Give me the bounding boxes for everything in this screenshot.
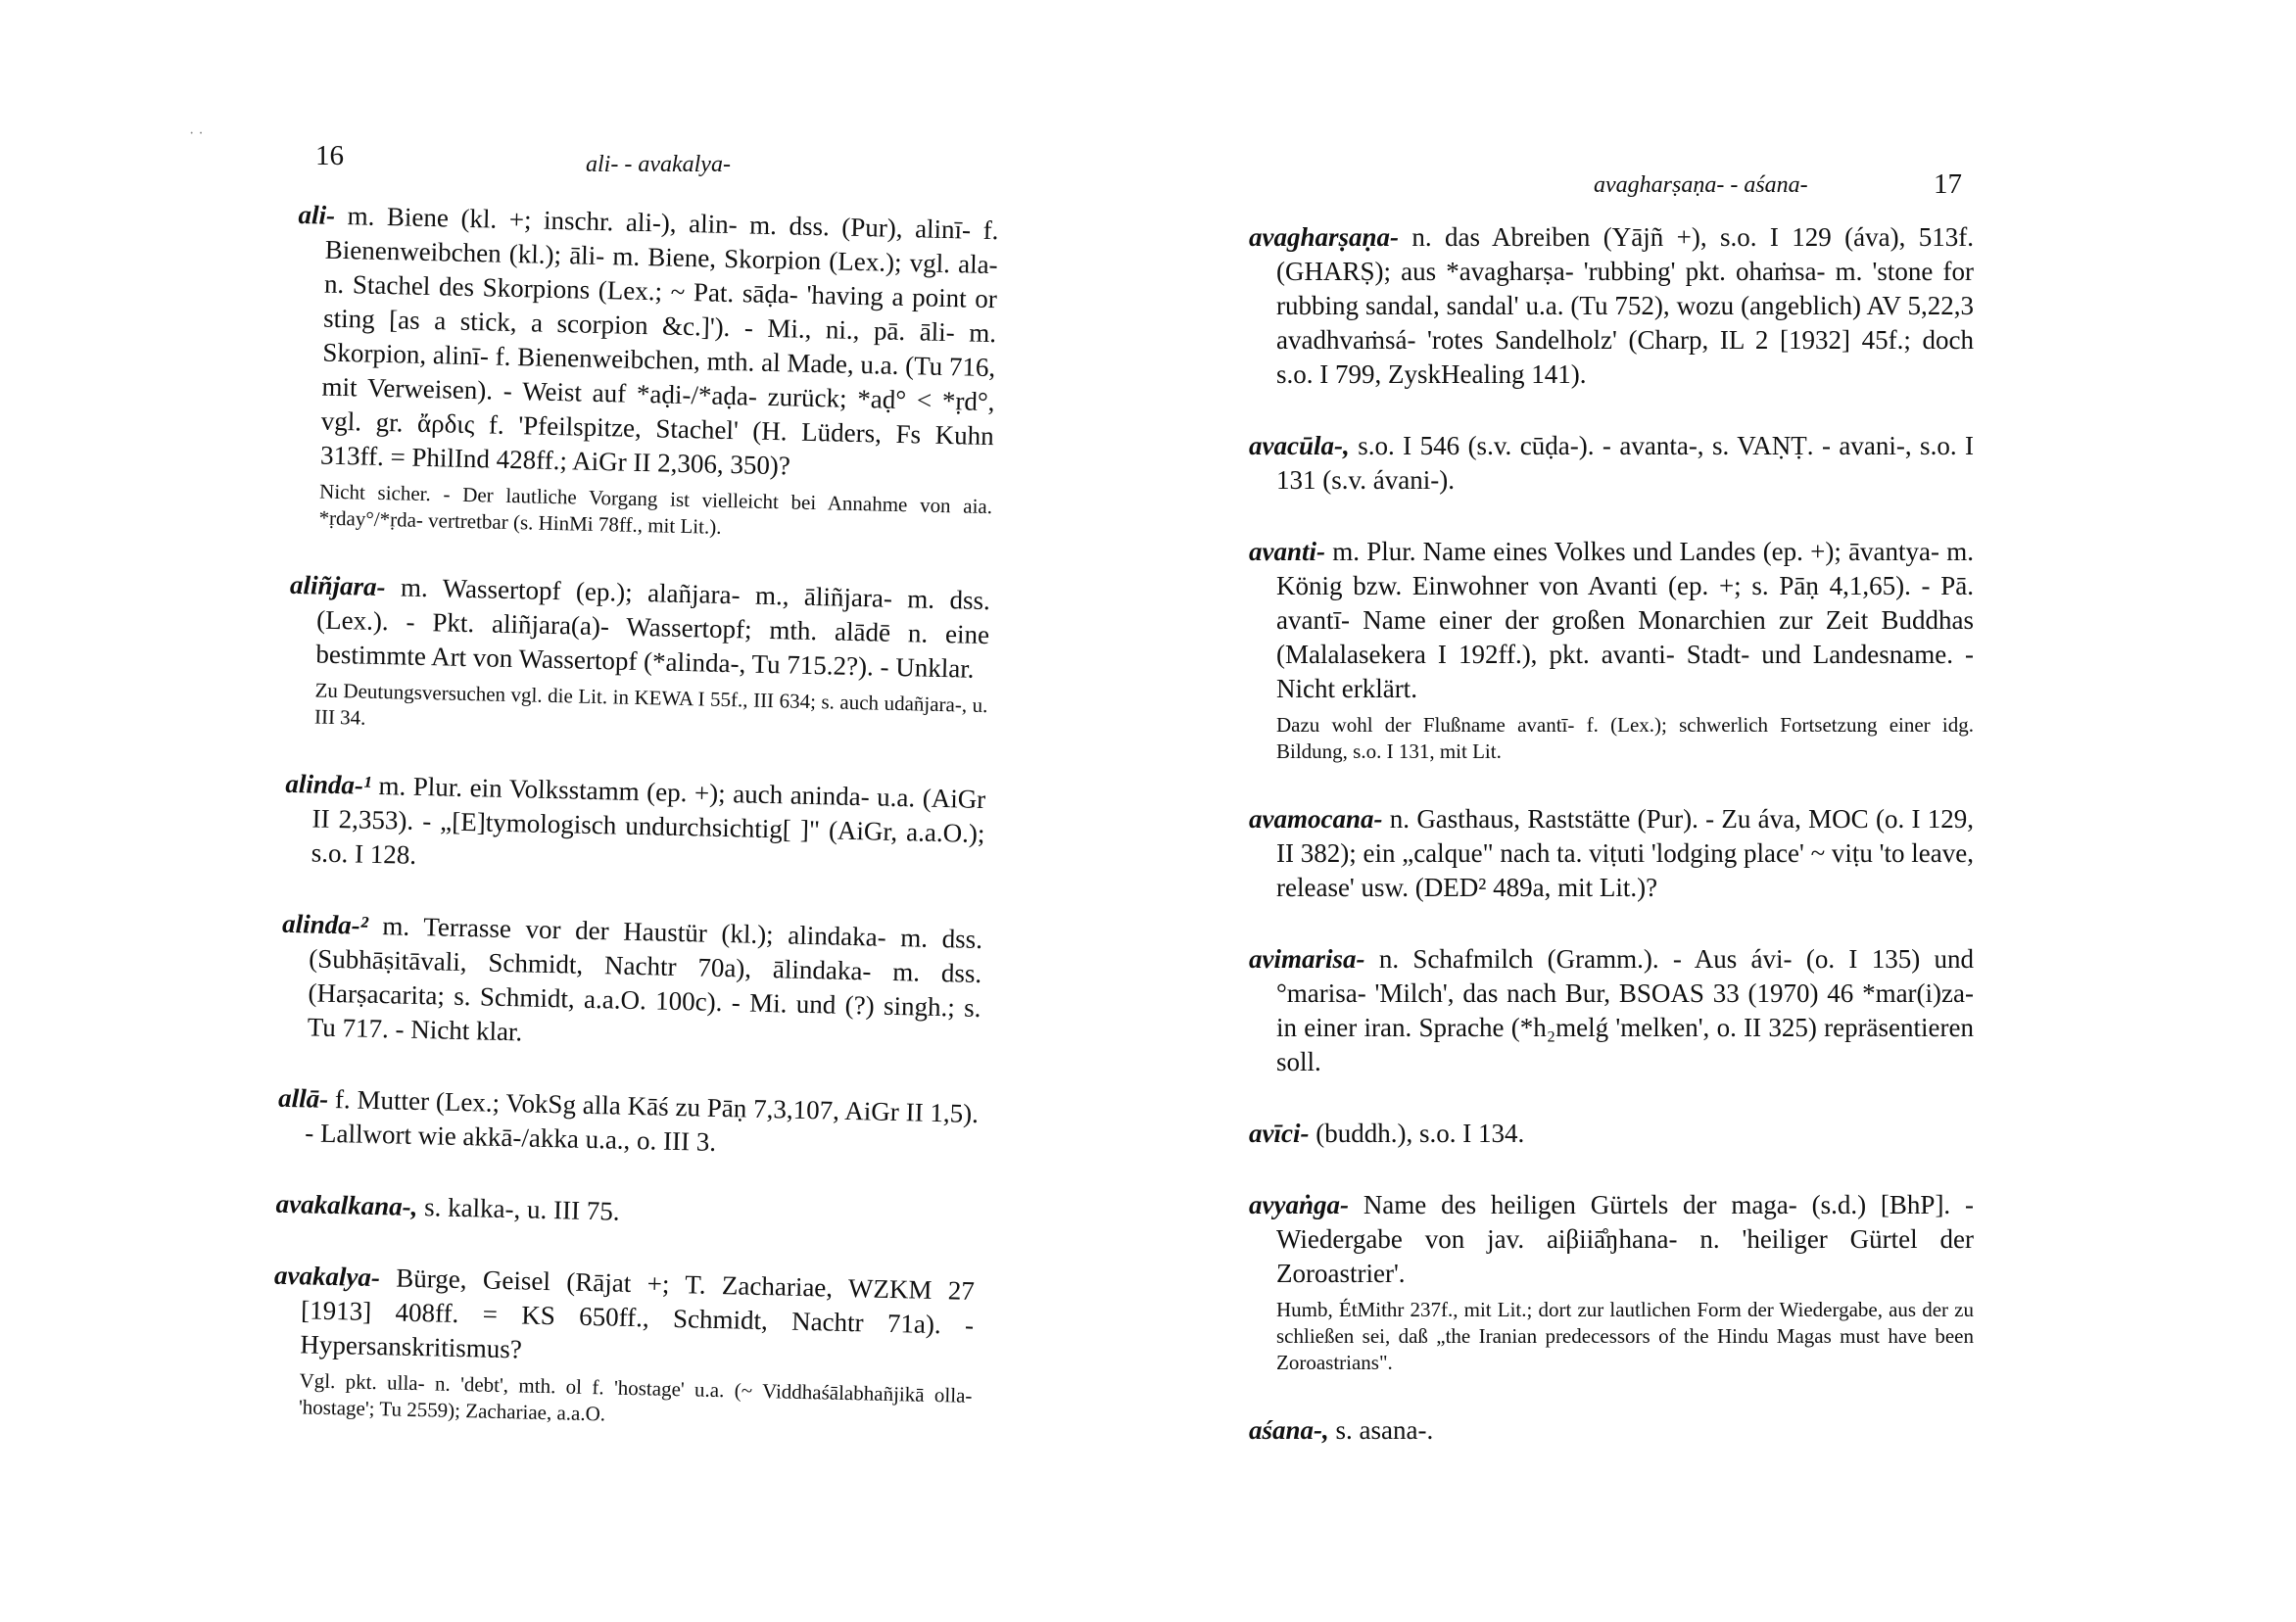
entry-list bbox=[270, 198, 999, 1473]
entry-body bbox=[277, 1081, 980, 1166]
entry-text: Name des heiligen Gürtels der maga- (s.d.) [BhP]. - Wiedergabe von jav. aiβiiā̊ŋhana- n. 'heiliger Gürtel der Zoroastrier'. bbox=[1276, 1190, 1974, 1288]
running-head: ali- - avakalya- bbox=[586, 152, 731, 177]
dictionary-entry bbox=[271, 1259, 976, 1436]
entry-body bbox=[275, 1187, 977, 1237]
entry-body bbox=[1249, 1117, 1974, 1151]
dictionary-entry bbox=[287, 568, 991, 745]
entry-headword: avacūla-, bbox=[1249, 431, 1350, 460]
entry-headword: avimarisa- bbox=[1249, 944, 1365, 974]
dictionary-entry bbox=[1249, 1413, 1974, 1448]
entry-headword: allā- bbox=[277, 1082, 329, 1114]
dictionary-entry bbox=[1249, 535, 1974, 765]
entry-text: m. Terrasse vor der Haustür (kl.); alindaka- m. dss. (Subhāṣitāvali, Schmidt, Nachtr 70a), ālindaka- m. dss. (Harṣacarita; s. Schmidt, a.a.O. 100c). - Mi. und (?) singh.; s. Tu 717. - Nicht klar. bbox=[307, 911, 983, 1047]
entry-text: f. Mutter (Lex.; VokSg alla Kāś zu Pāṇ 7,3,107, AiGr II 1,5). - Lallwort wie akkā-/akka u.a., o. III 3. bbox=[305, 1084, 980, 1157]
entry-headword: avanti- bbox=[1249, 537, 1325, 566]
entry-body bbox=[1249, 220, 1975, 392]
dictionary-entry bbox=[1249, 220, 1974, 392]
dictionary-entry bbox=[1249, 942, 1974, 1079]
dictionary-entry bbox=[279, 907, 982, 1060]
entry-body bbox=[298, 199, 999, 489]
entry-headword: alinda-² bbox=[281, 908, 369, 940]
entry-note: Vgl. pkt. ulla- n. 'debt', mth. ol f. 'hostage' u.a. (~ Viddhaśālabhañjikā olla- 'hostage'; Tu 2559); Zachariae, a.a.O. bbox=[298, 1368, 973, 1426]
dictionary-entry bbox=[1249, 1188, 1974, 1376]
entry-text: m. Wassertopf (ep.); alañjara- m., āliñjara- m. dss. (Lex.). - Pkt. aliñjara(a)- Wassertopf; mth. alādē n. eine bestimmte Art von Wassertopf (*alinda-, Tu 715.2?). - Unklar. bbox=[315, 572, 991, 684]
dictionary-entry bbox=[291, 198, 999, 547]
entry-text: s. kalka-, u. III 75. bbox=[423, 1192, 620, 1226]
entry-note: Nicht sicher. - Der lautliche Vorgang ist vielleicht bei Annahme von aia. *ṛday°/*ṛda- vertretbar (s. HinMi 78ff., mit Lit.). bbox=[318, 479, 993, 539]
entry-body bbox=[1249, 942, 1974, 1079]
entry-note: Dazu wohl der Flußname avantī- f. (Lex.); schwerlich Fortsetzung einer idg. Bildung, s.o. I 131, mit Lit. bbox=[1276, 713, 1974, 763]
dictionary-entry bbox=[1249, 429, 1974, 498]
entry-headword: avīci- bbox=[1249, 1119, 1310, 1148]
entry-note: Zu Deutungsversuchen vgl. die Lit. in KEWA I 55f., III 634; s. auch udañjara-, u. III 34. bbox=[313, 678, 988, 730]
entry-body bbox=[285, 767, 986, 885]
entry-headword: ali- bbox=[298, 199, 336, 230]
entry-headword: avamocana- bbox=[1249, 804, 1383, 834]
entry-text: m. Plur. ein Volksstamm (ep. +); auch aninda- u.a. (AiGr II 2,353). - „[E]tymologisch undurchsichtig[ ]" (AiGr, a.a.O.); s.o. I 128. bbox=[311, 771, 986, 870]
entry-body bbox=[1249, 535, 1974, 706]
entry-headword: avakalkana-, bbox=[275, 1188, 418, 1222]
entry-headword: avagharṣaṇa- bbox=[1249, 222, 1400, 252]
scan-speck: · · bbox=[189, 125, 204, 142]
entry-body bbox=[1249, 802, 1975, 905]
entry-text: n. Gasthaus, Raststätte (Pur). - Zu áva, MOC (o. I 129, II 382); ein „calque" nach ta. viṭuti 'lodging place' ~ viṭu 'to leave, release' usw. (DED² 489a, mit Lit.)? bbox=[1276, 804, 1975, 902]
entry-body bbox=[281, 907, 983, 1060]
entry-text: n. das Abreiben (Yājñ +), s.o. I 129 (áva), 513f. (GHARṢ); aus *avagharṣa- 'rubbing' pkt. ohaṁsa- m. 'stone for rubbing sandal, sandal' u.a. (Tu 752), wozu (angeblich) AV 5,22,3 avadhvaṁsá- 'rotes Sandelholz' (Charp, IL 2 [1932] 45f.; doch s.o. I 799, ZyskHealing 141). bbox=[1276, 222, 1975, 389]
entry-headword: aśana-, bbox=[1249, 1415, 1329, 1445]
entry-headword: alinda-¹ bbox=[285, 768, 372, 800]
page-number: 17 bbox=[1934, 168, 1962, 200]
running-head: avagharṣaṇa- - aśana- bbox=[1594, 172, 1808, 198]
entry-body bbox=[273, 1259, 976, 1377]
entry-body bbox=[1249, 1188, 1974, 1291]
entry-headword: aliñjara- bbox=[289, 569, 386, 602]
right-page bbox=[1148, 0, 2296, 1622]
entry-body bbox=[289, 569, 991, 688]
entry-text: n. Schafmilch (Gramm.). - Aus ávi- (o. I 135) und °marisa- 'Milch', das nach Bur, BSOAS 33 (1970) 46 *mar(i)za- in einer iran. Sprache (*h₂melǵ 'melken', o. II 325) repräsentieren soll. bbox=[1276, 944, 1974, 1076]
page-number: 16 bbox=[315, 140, 344, 171]
entry-headword: avakalya- bbox=[273, 1260, 381, 1293]
entry-body bbox=[1249, 1413, 1974, 1448]
dictionary-entry bbox=[283, 767, 985, 885]
entry-headword: avyaṅga- bbox=[1249, 1190, 1349, 1219]
entry-text: m. Plur. Name eines Volkes und Landes (ep. +); āvantya- m. König bzw. Einwohner von Avanti (ep. +; s. Pāṇ 4,1,65). - Pā. avantī- Name einer der großen Monarchien zur Zeit Buddhas (Malalasekera I 192ff.), pkt. avanti- Stadt- und Landesname. - Nicht erklärt. bbox=[1276, 537, 1974, 703]
entry-text: m. Biene (kl. +; inschr. ali-), alin- m. dss. (Pur), alinī- f. Bienenweibchen (kl.); āli- m. Biene, Skorpion (Lex.); vgl. ala- n. Stachel des Skorpions (Lex.; ~ Pat. sāḍa- 'having a point or sting [as a stick, a scorpion &c.]'). - Mi., ni., pā. āli- m. Skorpion, alinī- f. Bienenweibchen, mth. al Made, u.a. (Tu 716, mit Verweisen). - Weist auf *aḍi-/*aḍa- zurück; *aḍ° < *ṛd°, vgl. gr. ἄρδις f. 'Pfeilspitze, Stachel' (H. Lüders, Fs Kuhn 313ff. = PhilInd 428ff.; AiGr II 2,306, 350)? bbox=[319, 201, 999, 481]
entry-text: Bürge, Geisel (Rājat +; T. Zachariae, WZKM 27 [1913] 408ff. = KS 650ff., Schmidt, Nachtr 71a). - Hypersanskritismus? bbox=[300, 1263, 976, 1364]
dictionary-entry bbox=[275, 1187, 977, 1237]
dictionary-entry bbox=[277, 1081, 979, 1166]
dictionary-entry bbox=[1249, 802, 1974, 905]
entry-note: Humb, ÉtMithr 237f., mit Lit.; dort zur lautlichen Form der Wiedergabe, aus der zu schließen sei, daß „the Iranian predecessors of the Hindu Magas must have been Zoroastrians". bbox=[1276, 1298, 1974, 1374]
entry-list bbox=[1249, 220, 1974, 1485]
dictionary-entry bbox=[1249, 1117, 1974, 1151]
entry-text: s.o. I 546 (s.v. cūḍa-). - avanta-, s. VAṆṬ. - avani-, s.o. I 131 (s.v. ávani-). bbox=[1276, 431, 1975, 495]
entry-text: (buddh.), s.o. I 134. bbox=[1315, 1119, 1525, 1148]
entry-body bbox=[1249, 429, 1975, 498]
entry-text: s. asana-. bbox=[1335, 1415, 1434, 1445]
